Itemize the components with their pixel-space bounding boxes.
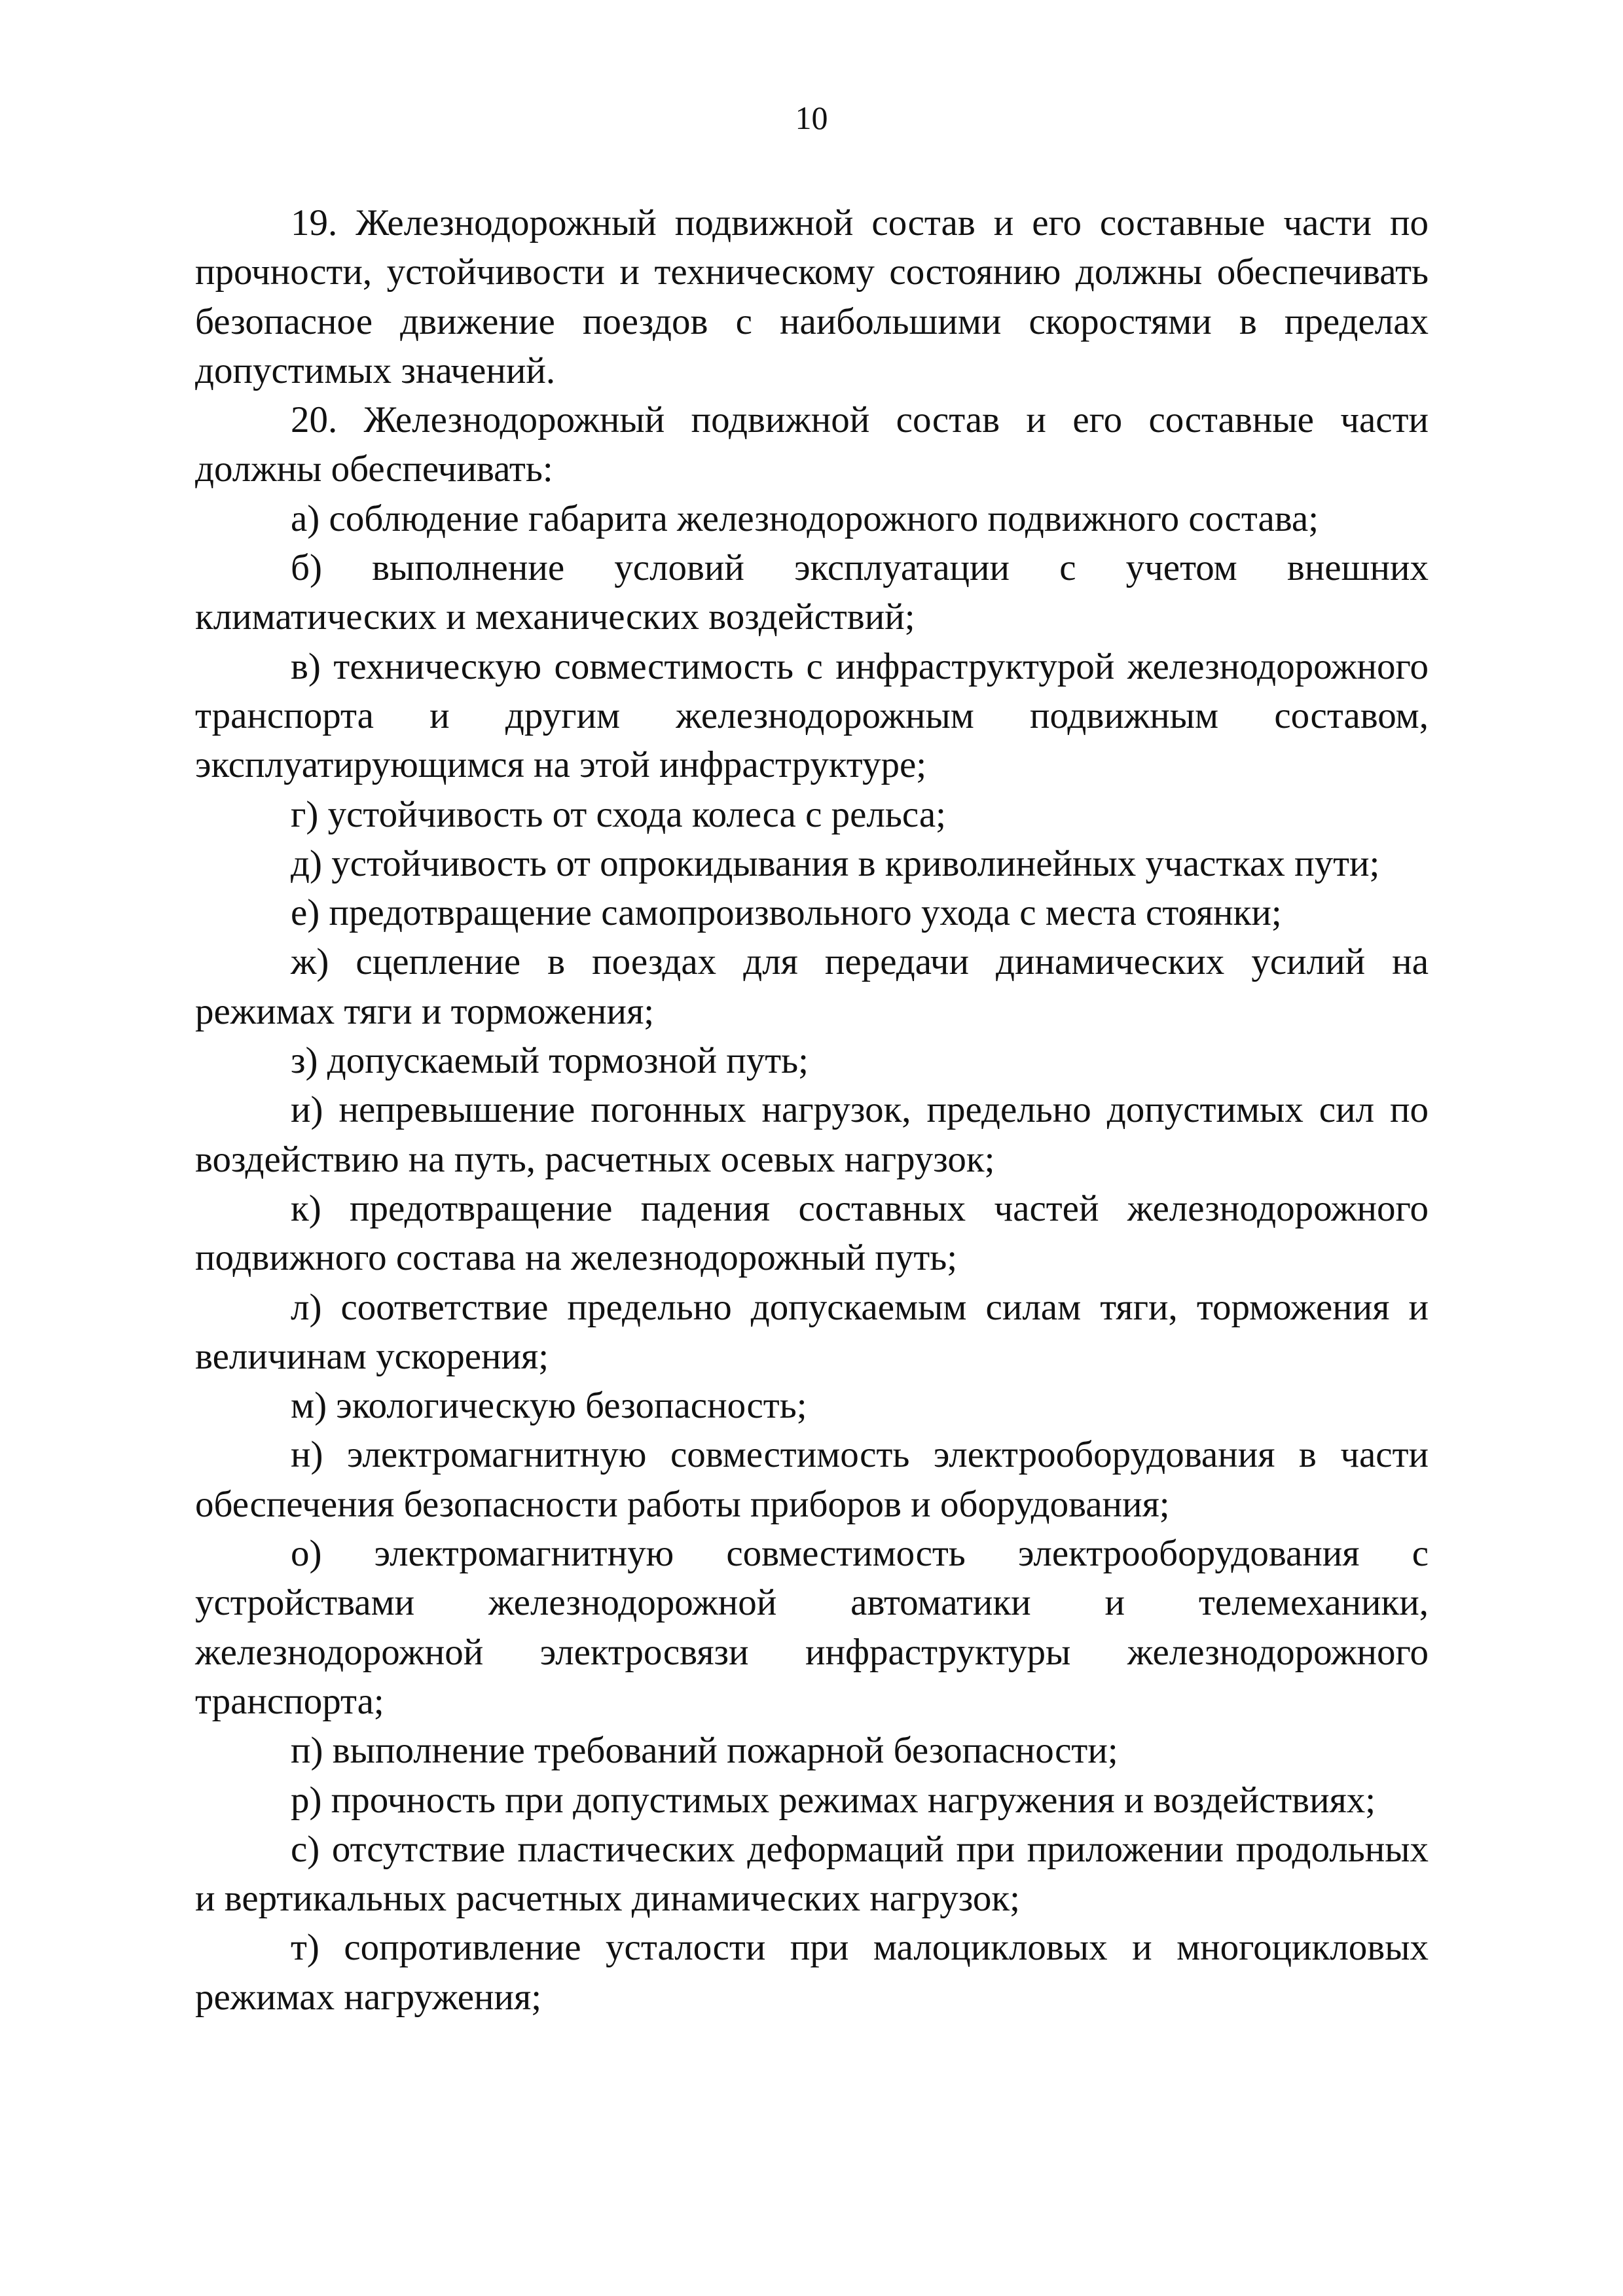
list-item-s: с) отсутствие пластических деформаций при приложении продольных и вертикальных расчетных динамических нагрузок; [195,1828,1429,1920]
list-item-p: п) выполнение требований пожарной безопасности; [291,1730,1118,1772]
list-item-r: р) прочность при допустимых режимах нагружения и воздействиях; [291,1779,1376,1821]
list-item-o: о) электромагнитную совместимость электрооборудования с устройствами железнодорожной автоматики и телемеханики, железнодорожной электросвязи инфраструктуры железнодорожного транспорта; [195,1533,1429,1722]
list-item-g: г) устойчивость от схода колеса с рельса; [291,793,947,835]
list-item-b: б) выполнение условий эксплуатации с учетом внешних климатических и механических воздействий; [195,547,1429,638]
document-body [195,198,1429,2022]
list-item-k: к) предотвращение падения составных частей железнодорожного подвижного состава на железнодорожный путь; [195,1187,1429,1279]
page-number: 10 [795,99,828,136]
paragraph-19: 19. Железнодорожный подвижной состав и его составные части по прочности, устойчивости и техническому состоянию должны обеспечивать безопасное движение поездов с наибольшими скоростями в пределах допустимых значений. [195,202,1429,391]
list-item-a: а) соблюдение габарита железнодорожного подвижного состава; [291,497,1319,539]
list-item-z: з) допускаемый тормозной путь; [291,1040,809,1082]
list-item-v: в) техническую совместимость с инфраструктурой железнодорожного транспорта и другим железнодорожным подвижным составом, эксплуатирующимся на этой инфраструктуре; [195,645,1429,786]
list-item-e: е) предотвращение самопроизвольного ухода с места стоянки; [291,892,1282,934]
list-item-d: д) устойчивость от опрокидывания в криволинейных участках пути; [291,842,1380,884]
list-item-m: м) экологическую безопасность; [291,1385,807,1427]
paragraph-20: 20. Железнодорожный подвижной состав и его составные части должны обеспечивать: [195,399,1429,490]
list-item-zh: ж) сцепление в поездах для передачи динамических усилий на режимах тяги и торможения; [195,941,1429,1032]
list-item-n: н) электромагнитную совместимость электрооборудования в части обеспечения безопасности работы приборов и оборудования; [195,1434,1429,1525]
list-item-i: и) непревышение погонных нагрузок, предельно допустимых сил по воздействию на путь, расчетных осевых нагрузок; [195,1089,1429,1180]
list-item-l: л) соответствие предельно допускаемым силам тяги, торможения и величинам ускорения; [195,1286,1429,1377]
list-item-t: т) сопротивление усталости при малоцикловых и многоцикловых режимах нагружения; [195,1927,1429,2018]
